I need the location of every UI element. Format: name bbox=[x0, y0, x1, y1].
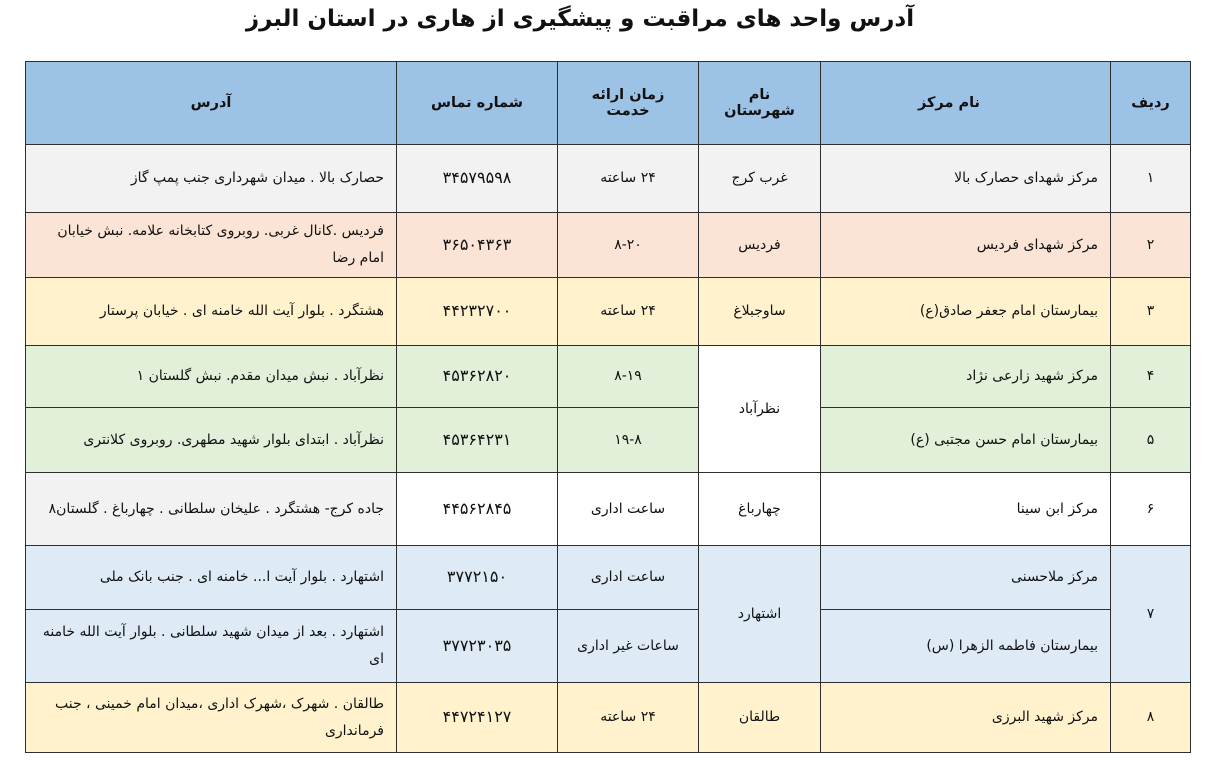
page-title: آدرس واحد های مراقبت و پیشگیری از هاری در استان البرز bbox=[245, 6, 915, 32]
header-address: آدرس bbox=[26, 62, 397, 145]
table-row bbox=[26, 346, 1191, 408]
table-row bbox=[26, 145, 1191, 213]
phone: ۴۴۷۲۴۱۲۷ bbox=[397, 683, 558, 753]
table-row bbox=[26, 683, 1191, 753]
phone: ۴۵۳۶۲۸۲۰ bbox=[397, 346, 558, 408]
service-time: ۸-۲۰ bbox=[558, 213, 699, 278]
service-time: ساعت اداری bbox=[558, 473, 699, 546]
service-time: ۸-۱۹ bbox=[558, 346, 699, 408]
address: طالقان . شهرک ،شهرک اداری ،میدان امام خمینی ، جنب فرمانداری bbox=[26, 683, 397, 753]
row-no: ۴ bbox=[1111, 346, 1191, 408]
header-city: نام شهرستان bbox=[699, 62, 821, 145]
row-no: ۵ bbox=[1111, 408, 1191, 473]
address: اشتهارد . بلوار آیت ا... خامنه ای . جنب بانک ملی bbox=[26, 546, 397, 610]
address: فردیس .کانال غربی. روبروی کتابخانه علامه. نبش خیابان امام رضا bbox=[26, 213, 397, 278]
rabies-centers-table bbox=[25, 61, 1191, 753]
service-time: ساعات غیر اداری bbox=[558, 610, 699, 683]
row-no: ۱ bbox=[1111, 145, 1191, 213]
header-row bbox=[26, 62, 1191, 145]
center-name: مرکز شهید البرزی bbox=[821, 683, 1111, 753]
header-phone: شماره تماس bbox=[397, 62, 558, 145]
phone: ۴۴۵۶۲۸۴۵ bbox=[397, 473, 558, 546]
city: اشتهارد bbox=[699, 546, 821, 683]
row-no: ۶ bbox=[1111, 473, 1191, 546]
table-row bbox=[26, 408, 1191, 473]
row-no: ۲ bbox=[1111, 213, 1191, 278]
service-time: ۲۴ ساعته bbox=[558, 145, 699, 213]
center-name: بیمارستان فاطمه الزهرا (س) bbox=[821, 610, 1111, 683]
city: طالقان bbox=[699, 683, 821, 753]
table-row bbox=[26, 610, 1191, 683]
table-row bbox=[26, 546, 1191, 610]
center-name: مرکز ملاحسنی bbox=[821, 546, 1111, 610]
phone: ۳۷۷۲۱۵۰ bbox=[397, 546, 558, 610]
address: نظرآباد . نبش میدان مقدم. نبش گلستان ۱ bbox=[26, 346, 397, 408]
header-service-time: زمان ارائه خدمت bbox=[558, 62, 699, 145]
center-name: بیمارستان امام حسن مجتبی (ع) bbox=[821, 408, 1111, 473]
phone: ۳۶۵۰۴۳۶۳ bbox=[397, 213, 558, 278]
city: ساوجبلاغ bbox=[699, 278, 821, 346]
row-no: ۸ bbox=[1111, 683, 1191, 753]
address: نظرآباد . ابتدای بلوار شهید مطهری. روبروی کلانتری bbox=[26, 408, 397, 473]
service-time: ساعت اداری bbox=[558, 546, 699, 610]
city: فردیس bbox=[699, 213, 821, 278]
service-time: ۱۹-۸ bbox=[558, 408, 699, 473]
address: هشتگرد . بلوار آیت الله خامنه ای . خیابان پرستار bbox=[26, 278, 397, 346]
row-no: ۷ bbox=[1111, 546, 1191, 683]
center-name: بیمارستان امام جعفر صادق(ع) bbox=[821, 278, 1111, 346]
city: غرب کرج bbox=[699, 145, 821, 213]
center-name: مرکز شهدای حصارک بالا bbox=[821, 145, 1111, 213]
header-center-name: نام مرکز bbox=[821, 62, 1111, 145]
table-row bbox=[26, 473, 1191, 546]
phone: ۳۴۵۷۹۵۹۸ bbox=[397, 145, 558, 213]
address: اشتهارد . بعد از میدان شهید سلطانی . بلوار آیت الله خامنه ای bbox=[26, 610, 397, 683]
header-row-no: ردیف bbox=[1111, 62, 1191, 145]
phone: ۴۴۲۳۲۷۰۰ bbox=[397, 278, 558, 346]
phone: ۳۷۷۲۳۰۳۵ bbox=[397, 610, 558, 683]
service-time: ۲۴ ساعته bbox=[558, 278, 699, 346]
city: چهارباغ bbox=[699, 473, 821, 546]
center-name: مرکز ابن سینا bbox=[821, 473, 1111, 546]
address: جاده کرج- هشتگرد . علیخان سلطانی . چهارباغ . گلستان۸ bbox=[26, 473, 397, 546]
table-row bbox=[26, 278, 1191, 346]
service-time: ۲۴ ساعته bbox=[558, 683, 699, 753]
row-no: ۳ bbox=[1111, 278, 1191, 346]
table-row bbox=[26, 213, 1191, 278]
phone: ۴۵۳۶۴۲۳۱ bbox=[397, 408, 558, 473]
address: حصارک بالا . میدان شهرداری جنب پمپ گاز bbox=[26, 145, 397, 213]
center-name: مرکز شهدای فردیس bbox=[821, 213, 1111, 278]
center-name: مرکز شهید زارعی نژاد bbox=[821, 346, 1111, 408]
city: نظرآباد bbox=[699, 346, 821, 473]
